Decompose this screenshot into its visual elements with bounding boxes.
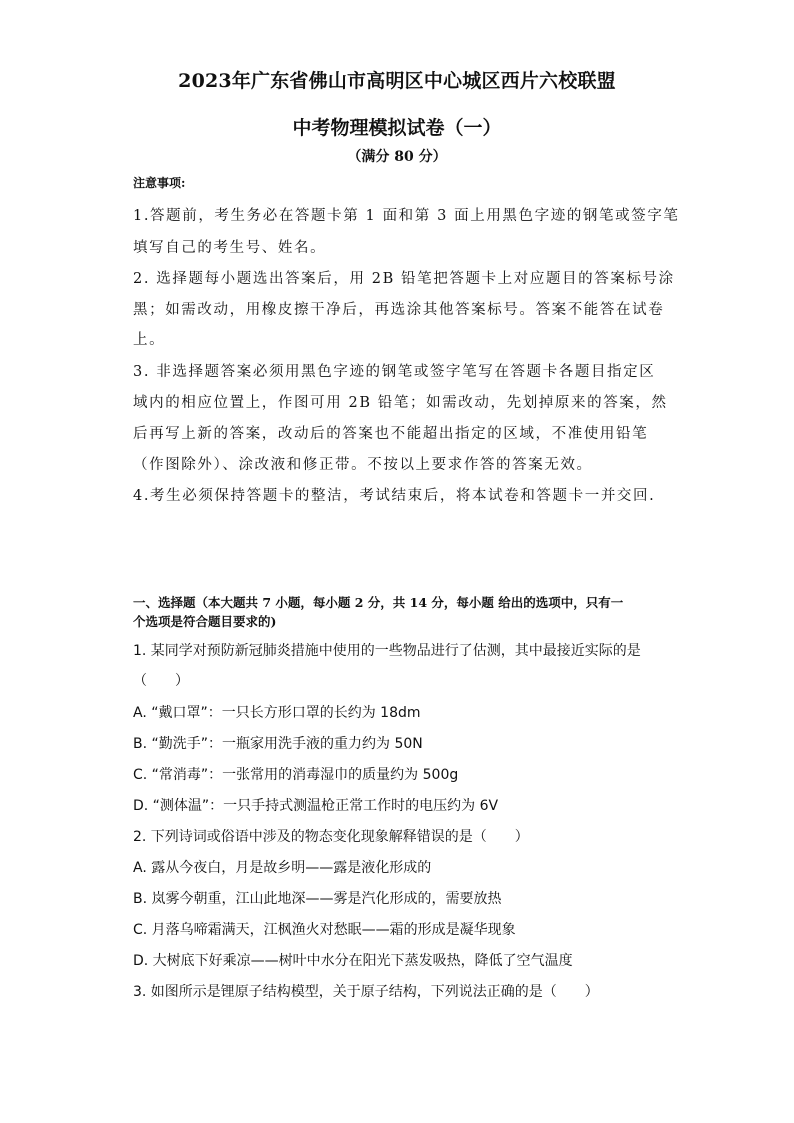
question-option: C. 月落乌啼霜满天，江枫渔火对愁眠——霜的形成是凝华现象	[133, 922, 516, 938]
question-line: 2. 下列诗词或俗语中涉及的物态变化现象解释错误的是（ ）	[133, 829, 529, 845]
notice-line: 3. 非选择题答案必须用黑色字迹的钢笔或签字笔写在答题卡各题目指定区	[133, 364, 656, 380]
question-option: C. “常消毒”：一张常用的消毒湿巾的质量约为 500g	[133, 767, 459, 783]
notice-line: 黑；如需改动，用橡皮擦干净后，再选涂其他答案标号。答案不能答在试卷	[133, 302, 665, 318]
question-option: A. 露从今夜白，月是故乡明——露是液化形成的	[133, 860, 432, 876]
exam-title-line1: 2023年广东省佛山市高明区中心城区西片六校联盟	[178, 70, 616, 92]
notice-heading: 注意事项:	[133, 176, 186, 190]
notice-line: 2. 选择题每小题选出答案后，用 2B 铅笔把答题卡上对应题目的答案标号涂	[133, 271, 675, 287]
section-heading-line2: 个选项是符合题目要求的)	[133, 614, 277, 629]
notice-line: 填写自己的考生号、姓名。	[133, 240, 327, 256]
question-line: 1. 某同学对预防新冠肺炎措施中使用的一些物品进行了估测，其中最接近实际的是	[133, 643, 641, 659]
full-score-note: （满分 80 分）	[347, 149, 447, 165]
exam-title-line2: 中考物理模拟试卷（一）	[292, 117, 502, 139]
question-option: D. “测体温”：一只手持式测温枪正常工作时的电压约为 6V	[133, 798, 499, 814]
question-option: D. 大树底下好乘凉——树叶中水分在阳光下蒸发吸热，降低了空气温度	[133, 953, 573, 969]
notice-line: 4.考生必须保持答题卡的整洁，考试结束后，将本试卷和答题卡一并交回.	[133, 488, 656, 504]
question-line: 3. 如图所示是锂原子结构模型，关于原子结构，下列说法正确的是（ ）	[133, 984, 599, 1000]
question-option: A. “戴口罩”：一只长方形口罩的长约为 18dm	[133, 705, 421, 721]
notice-line: 上。	[133, 332, 166, 348]
notice-line: （作图除外）、涂改液和修正带。不按以上要求作答的答案无效。	[133, 457, 593, 473]
question-line: （ ）	[133, 673, 189, 689]
question-option: B. 岚雾今朝重，江山此地深——雾是汽化形成的，需要放热	[133, 891, 502, 907]
notice-line: 域内的相应位置上，作图可用 2B 铅笔；如需改动，先划掉原来的答案，然	[133, 395, 668, 411]
question-option: B. “勤洗手”：一瓶家用洗手液的重力约为 50N	[133, 736, 423, 752]
notice-line: 1.答题前，考生务必在答题卡第 1 面和第 3 面上用黑色字迹的钢笔或签字笔	[133, 208, 680, 224]
section-heading-line1: 一、选择题（本大题共 7 小题，每小题 2 分，共 14 分，每小题 给出的选项中，只有一	[133, 595, 624, 610]
notice-line: 后再写上新的答案，改动后的答案也不能超出指定的区域，不准使用铅笔	[133, 426, 649, 442]
